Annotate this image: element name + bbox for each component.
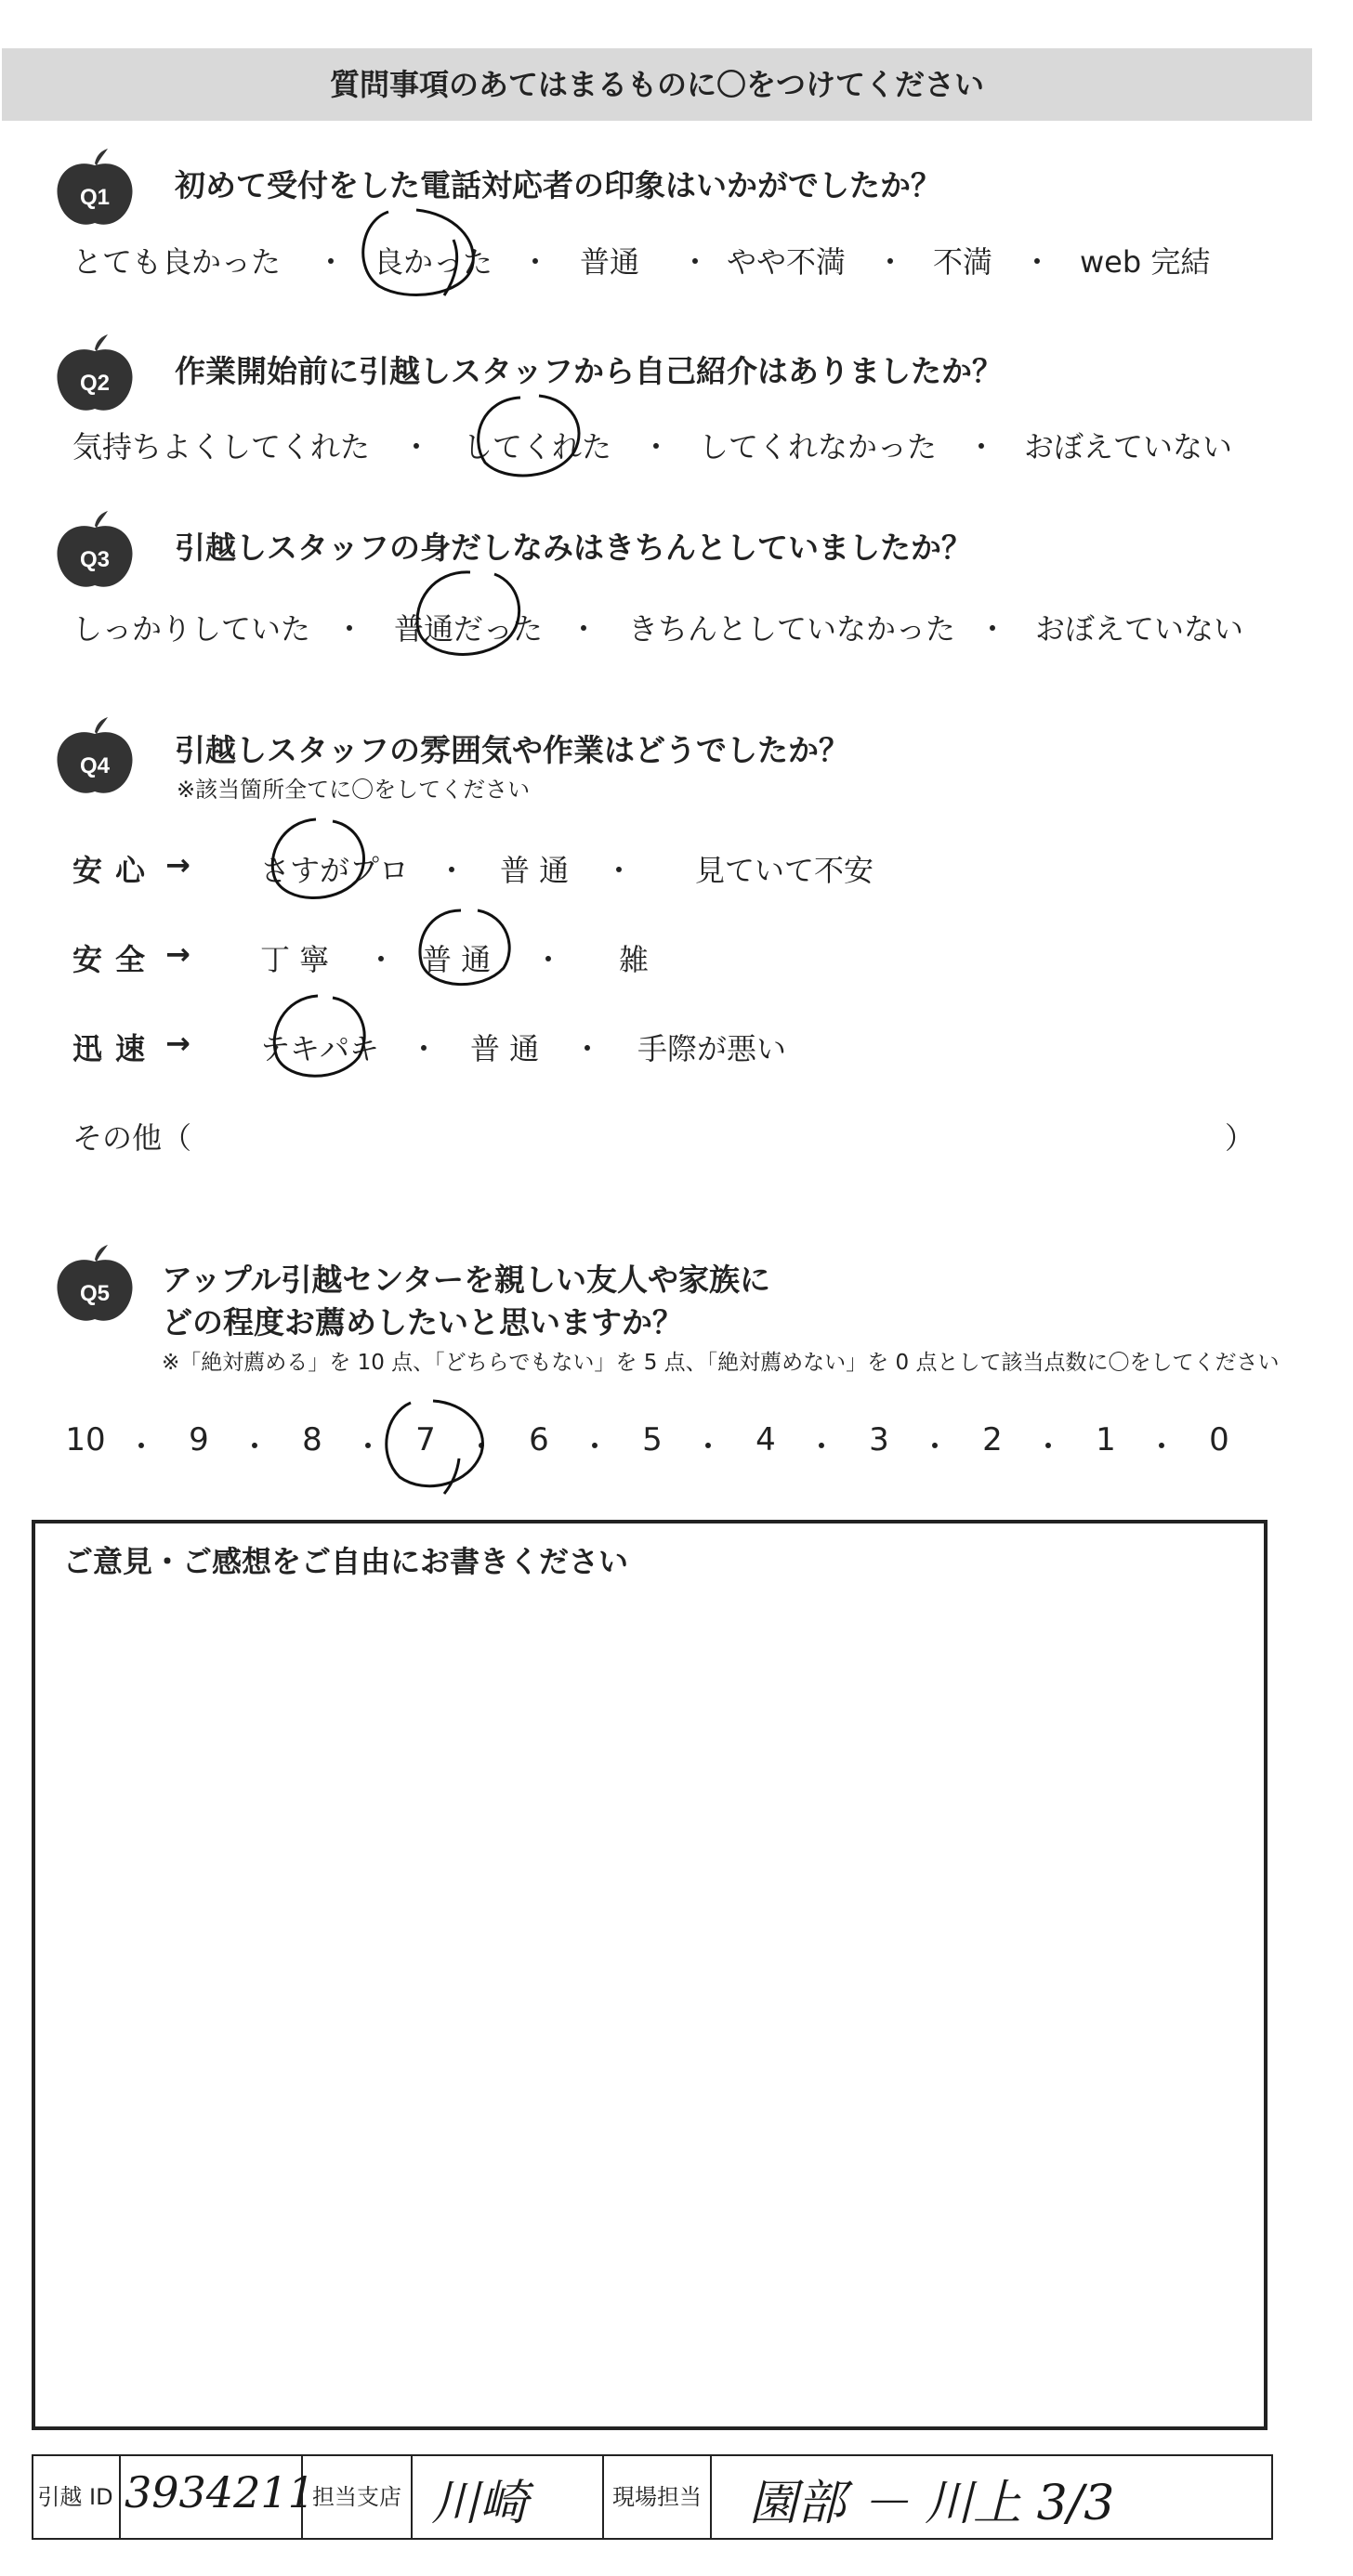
- separator-dot: ・: [335, 611, 365, 647]
- q5-scale-option[interactable]: 8: [302, 1421, 322, 1458]
- q5-scale-option[interactable]: 4: [755, 1421, 776, 1458]
- q5-scale-option[interactable]: 7: [415, 1421, 436, 1458]
- q5-scale-option[interactable]: 10: [65, 1421, 106, 1458]
- apple-badge-icon: [52, 147, 138, 229]
- svg-text:Q5: Q5: [79, 1281, 111, 1306]
- separator-dot: ・: [966, 429, 997, 464]
- q4-other-close: ）: [1225, 1120, 1255, 1156]
- separator-dot: ・: [680, 244, 711, 280]
- separator-dot: ・: [580, 1429, 611, 1464]
- footer-branch-value: 川崎: [431, 2476, 529, 2531]
- separator-dot: ・: [353, 1429, 384, 1464]
- hand-drawn-circle-icon: [260, 814, 372, 907]
- separator-dot: ・: [920, 1429, 951, 1464]
- hand-drawn-circle-icon: [405, 565, 535, 667]
- separator-dot: ・: [875, 244, 906, 280]
- page-title: 質問事項のあてはまるものに〇をつけてください: [329, 67, 984, 102]
- q5-scale-option[interactable]: 1: [1096, 1421, 1116, 1458]
- separator-dot: ・: [1033, 1429, 1064, 1464]
- q5-scale-option[interactable]: 3: [869, 1421, 889, 1458]
- q1-option[interactable]: 不満: [933, 244, 993, 280]
- q4-option[interactable]: 普 通: [470, 1031, 540, 1066]
- footer-id-label-cell: [32, 2454, 121, 2540]
- comment-text[interactable]: [63, 1589, 1234, 2406]
- footer-staff-label: 現場担当: [612, 2484, 702, 2510]
- footer-staff-label-cell: [604, 2454, 712, 2540]
- arrow-right-icon: →: [165, 936, 204, 972]
- separator-dot: ・: [401, 429, 432, 464]
- q4-note: ※該当箇所全てに〇をしてください: [177, 777, 531, 803]
- q5-scale-option[interactable]: 6: [529, 1421, 549, 1458]
- separator-dot: ・: [572, 1031, 603, 1066]
- svg-text:Q1: Q1: [79, 185, 111, 210]
- footer-id-value-cell: [121, 2454, 315, 2540]
- apple-badge-icon: [52, 509, 138, 591]
- q1-option[interactable]: やや不満: [727, 244, 847, 280]
- q2-option[interactable]: してくれなかった: [699, 429, 938, 464]
- svg-text:Q2: Q2: [79, 371, 111, 396]
- separator-dot: ・: [807, 1429, 837, 1464]
- separator-dot: ・: [1022, 244, 1053, 280]
- footer-staff-value-cell: [712, 2454, 1273, 2540]
- separator-dot: ・: [366, 942, 397, 977]
- apple-badge-icon: [52, 715, 138, 797]
- q4-title: 引越しスタッフの雰囲気や作業はどうでしたか？: [175, 732, 849, 768]
- hand-drawn-circle-icon: [262, 990, 374, 1087]
- q3-title: 引越しスタッフの身だしなみはきちんとしていましたか？: [175, 530, 972, 566]
- q5-note: ※「絶対薦める」を 10 点、「どちらでもない」を 5 点、「絶対薦めない」を 0 点として該当点数に〇をしてください: [162, 1351, 1280, 1375]
- q4-option[interactable]: 見ていて不安: [695, 853, 874, 888]
- q2-title: 作業開始前に引越しスタッフから自己紹介はありましたか？: [175, 353, 1003, 389]
- separator-dot: ・: [1147, 1429, 1177, 1464]
- q3-option[interactable]: 普通だった: [394, 611, 544, 647]
- separator-dot: ・: [569, 611, 599, 647]
- separator-dot: ・: [316, 244, 347, 280]
- separator-dot: ・: [466, 1429, 497, 1464]
- q1-option[interactable]: 普通: [580, 244, 640, 280]
- footer-id-label: 引越 ID: [37, 2484, 113, 2510]
- separator-dot: ・: [978, 611, 1008, 647]
- q4-other-label: その他（: [72, 1120, 192, 1156]
- q3-option[interactable]: おぼえていない: [1035, 611, 1244, 647]
- q3-option[interactable]: しっかりしていた: [72, 611, 311, 647]
- separator-dot: ・: [126, 1429, 157, 1464]
- q4-category: 安心: [72, 853, 159, 888]
- q5-scale-option[interactable]: 0: [1209, 1421, 1229, 1458]
- q5-scale-option[interactable]: 5: [642, 1421, 663, 1458]
- q2-option[interactable]: おぼえていない: [1024, 429, 1233, 464]
- q4-option[interactable]: 手際が悪い: [637, 1031, 787, 1066]
- q1-title: 初めて受付をした電話対応者の印象はいかがでしたか？: [175, 167, 941, 203]
- q4-option[interactable]: 普 通: [422, 942, 492, 977]
- q2-option[interactable]: してくれた: [463, 429, 612, 464]
- footer-branch-label-cell: [303, 2454, 413, 2540]
- q4-option[interactable]: 普 通: [500, 853, 570, 888]
- q4-category: 迅速: [72, 1031, 159, 1066]
- separator-dot: ・: [604, 853, 635, 888]
- q5-scale-option[interactable]: 2: [982, 1421, 1003, 1458]
- q3-option[interactable]: きちんとしていなかった: [628, 611, 956, 647]
- separator-dot: ・: [520, 244, 551, 280]
- separator-dot: ・: [533, 942, 564, 977]
- apple-badge-icon: [52, 1243, 138, 1325]
- comment-label: ご意見・ご感想をご自由にお書きください: [63, 1544, 629, 1579]
- separator-dot: ・: [409, 1031, 440, 1066]
- q4-other-field[interactable]: [195, 1111, 1217, 1152]
- arrow-right-icon: →: [165, 847, 204, 883]
- q4-option[interactable]: 雑: [619, 942, 650, 977]
- q5-title-line2: どの程度お薦めしたいと思いますか？: [162, 1304, 683, 1340]
- hand-drawn-circle-icon: [374, 1393, 489, 1497]
- footer-id-value: 3934211: [125, 2467, 315, 2517]
- footer-branch-label: 担当支店: [312, 2484, 401, 2510]
- footer-staff-value: 園部 － 川上 3/3: [749, 2476, 1115, 2531]
- q4-option[interactable]: テキパキ: [260, 1031, 380, 1066]
- separator-dot: ・: [240, 1429, 270, 1464]
- footer-branch-value-cell: [413, 2454, 604, 2540]
- comment-box[interactable]: [32, 1520, 1268, 2430]
- separator-dot: ・: [693, 1429, 724, 1464]
- q1-option[interactable]: web 完結: [1080, 244, 1211, 280]
- apple-badge-icon: [52, 333, 138, 414]
- q4-option[interactable]: さすがプロ: [260, 853, 410, 888]
- q1-option[interactable]: 良かった: [374, 244, 493, 280]
- q5-scale-option[interactable]: 9: [189, 1421, 209, 1458]
- q5-title-line1: アップル引越センターを親しい友人や家族に: [162, 1262, 771, 1298]
- q2-option[interactable]: 気持ちよくしてくれた: [72, 429, 371, 464]
- svg-text:Q3: Q3: [79, 547, 111, 572]
- hand-drawn-circle-icon: [409, 903, 520, 996]
- hand-drawn-circle-icon: [465, 390, 595, 483]
- svg-text:Q4: Q4: [79, 753, 111, 778]
- arrow-right-icon: →: [165, 1026, 204, 1061]
- separator-dot: ・: [437, 853, 467, 888]
- q4-category: 安全: [72, 942, 159, 977]
- q4-option[interactable]: 丁 寧: [260, 942, 330, 977]
- q1-option[interactable]: とても良かった: [72, 244, 282, 280]
- hand-drawn-circle-icon: [351, 203, 509, 305]
- separator-dot: ・: [641, 429, 672, 464]
